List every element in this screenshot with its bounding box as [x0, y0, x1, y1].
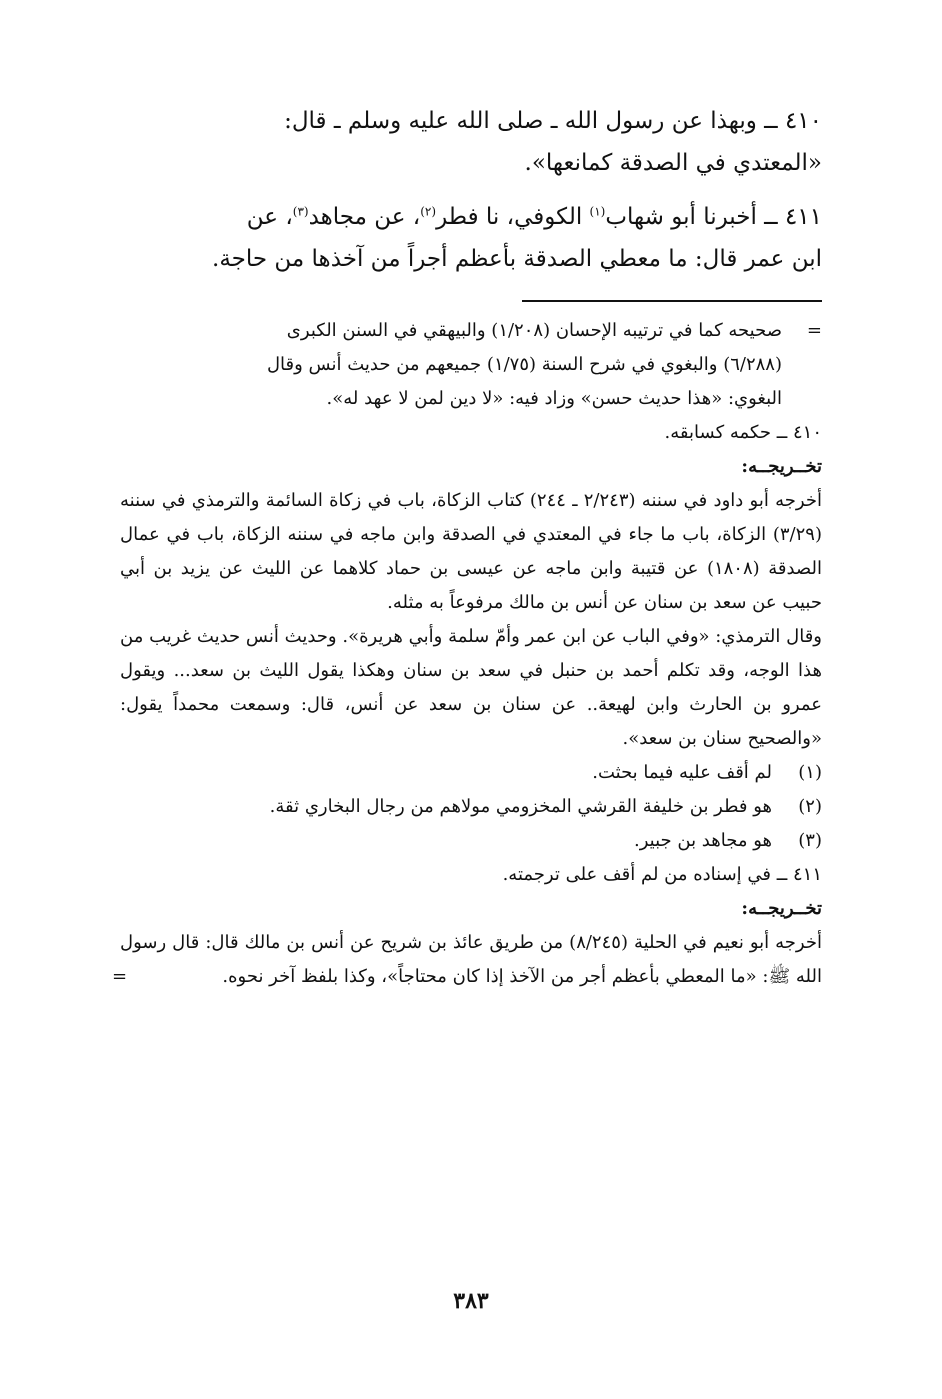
continued-note-line1: صحيحه كما في ترتيبه الإحسان (١/٢٠٨) والبيهقي في السنن الكبرى [286, 320, 782, 341]
footnote-3 [120, 824, 822, 858]
footnote-2 [120, 790, 822, 824]
page-content [112, 100, 822, 994]
hadith-411-part1: ٤١١ ــ أخبرنا أبو شهاب [605, 204, 822, 230]
end-continuation-mark: = [112, 966, 128, 987]
footnote-ref-2[interactable]: (٢) [420, 204, 437, 219]
continued-note-line3: البغوي: «هذا حديث حسن» وزاد فيه: «لا دين لمن لا عهد له». [326, 388, 782, 409]
footnote-3-number: (٣) [798, 830, 822, 851]
main-text [120, 100, 822, 280]
hadith-411-line1 [120, 196, 822, 238]
footnote-1 [120, 756, 822, 790]
hadith-411-part2: الكوفي، نا فطر [436, 204, 590, 230]
hadith-410-line2: «المعتدي في الصدقة كمانعها». [524, 150, 822, 176]
takhrij-411-block [112, 926, 822, 994]
footnote-3-text: هو مجاهد بن جبير. [634, 830, 772, 851]
footnote-2-text: هو فطر بن خليفة القرشي المخزومي مولاهم من رجال البخاري ثقة. [269, 796, 772, 817]
takhrij-heading-411: تخــريجــه: [741, 898, 822, 919]
note-410-ruling: ٤١٠ ــ حكمه كسابقه. [664, 422, 822, 443]
continuation-mark: = [806, 320, 822, 341]
hadith-410-line1: ٤١٠ ــ وبهذا عن رسول الله ـ صلى الله عليه وسلم ـ قال: [284, 108, 822, 134]
hadith-411-line2: ابن عمر قال: ما معطي الصدقة بأعظم أجراً من آخذها من حاجة. [212, 246, 822, 272]
takhrij-411-paragraph: أخرجه أبو نعيم في الحلية (٨/٢٤٥) من طريق عائذ بن شريح عن أنس بن مالك قال: قال رسول الله ﷺ: «ما المعطي بأعظم أجر من الآخذ إذا كان محتاجاً»، وكذا بلفظ آخر نحوه. [120, 932, 822, 987]
footnote-ref-3[interactable]: (٣) [292, 204, 309, 219]
footnote-2-number: (٢) [798, 796, 822, 817]
footnote-1-number: (١) [798, 762, 822, 783]
note-411-ruling: ٤١١ ــ في إسناده من لم أقف على ترجمته. [502, 864, 822, 885]
takhrij-410-paragraph1: أخرجه أبو داود في سننه (٢/٢٤٣ ـ ٢٤٤) كتاب الزكاة، باب في زكاة السائمة والترمذي في سننه (٣/٢٩) الزكاة، باب ما جاء في المعتدي في الصدقة وابن ماجه في سننه الزكاة، باب في عمال الصدقة (١٨٠٨) عن قتيبة وابن ماجه عن عيسى بن حماد كلاهما عن الليث عن يزيد بن أبي حبيب عن سعد بن سنان عن أنس بن مالك مرفوعاً به مثله. [120, 490, 822, 613]
footnote-1-text: لم أقف عليه فيما بحثت. [592, 762, 772, 783]
footnote-ref-1[interactable]: (١) [589, 204, 606, 219]
hadith-411-part4: ، عن [246, 204, 293, 230]
footnote-separator [522, 300, 822, 302]
footnotes-section [112, 314, 822, 994]
takhrij-410-paragraph2: وقال الترمذي: «وفي الباب عن ابن عمر وأمّ سلمة وأبي هريرة». وحديث أنس حديث غريب من هذا الوجه، وقد تكلم أحمد بن حنبل في سعد بن سنان وهكذا يقول الليث بن سعد... ويقول عمرو بن الحارث وابن لهيعة.. عن سنان بن سعد عن أنس، قال: وسمعت محمداً يقول: «والصحيح سنان بن سعد». [120, 626, 822, 749]
continued-note [120, 314, 822, 416]
takhrij-heading-410: تخــريجــه: [741, 456, 822, 477]
continued-note-line2: (٦/٢٨٨) والبغوي في شرح السنة (١/٧٥) جميعهم من حديث أنس وقال [266, 354, 782, 375]
hadith-411-part3: ، عن مجاهد [308, 204, 421, 230]
page-number: ٣٨٣ [453, 1288, 489, 1314]
